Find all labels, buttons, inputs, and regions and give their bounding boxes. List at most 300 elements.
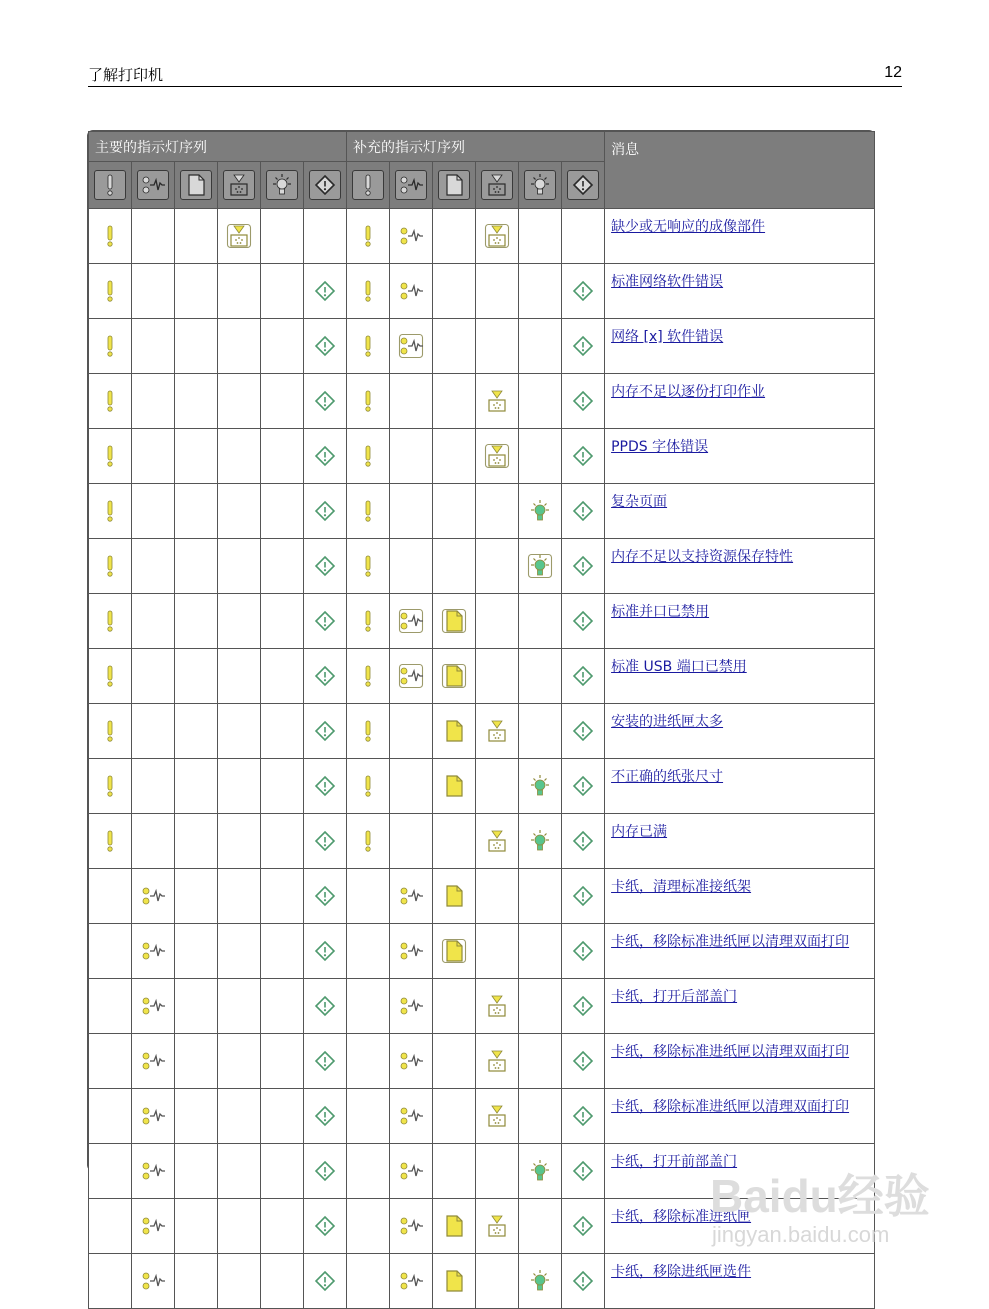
load-paper-light-icon <box>440 1267 468 1295</box>
indicator-cell <box>476 1034 519 1089</box>
message-link[interactable]: 卡纸，移除标准进纸匣以清理双面打印 <box>611 934 850 950</box>
indicator-cell <box>175 869 218 924</box>
paper-jam-light-icon <box>397 992 425 1020</box>
message-link[interactable]: PPDS 字体错误 <box>611 439 709 455</box>
indicator-cell <box>89 484 132 539</box>
error-light-icon <box>354 222 382 250</box>
indicator-cell <box>390 1144 433 1199</box>
indicator-cell <box>347 759 390 814</box>
message-link[interactable]: 复杂页面 <box>611 494 668 510</box>
indicator-cell <box>132 1254 175 1309</box>
indicator-cell <box>433 374 476 429</box>
toner-light-icon <box>483 387 511 415</box>
indicator-cell <box>304 264 347 319</box>
indicator-cell <box>347 869 390 924</box>
indicator-cell <box>476 924 519 979</box>
continue-light-icon <box>569 937 597 965</box>
indicator-cell <box>433 264 476 319</box>
indicator-cell <box>562 429 605 484</box>
indicator-cell <box>476 484 519 539</box>
header-icon-cell <box>304 162 347 209</box>
indicator-cell <box>476 649 519 704</box>
page-number: 12 <box>884 64 902 81</box>
header-icon-cell <box>89 162 132 209</box>
continue-light-icon <box>311 497 339 525</box>
indicator-cell <box>347 594 390 649</box>
indicator-cell <box>175 1089 218 1144</box>
message-link[interactable]: 标准 USB 端口已禁用 <box>611 659 747 675</box>
indicator-cell <box>390 649 433 704</box>
indicator-cell <box>433 759 476 814</box>
message-link[interactable]: 标准网络软件错误 <box>611 274 724 290</box>
indicator-cell <box>476 979 519 1034</box>
indicator-cell <box>175 209 218 264</box>
table-row <box>89 319 875 374</box>
error-light-icon <box>354 387 382 415</box>
header-icon-cell <box>347 162 390 209</box>
indicator-cell <box>132 869 175 924</box>
indicator-cell <box>304 209 347 264</box>
indicator-cell <box>433 1254 476 1309</box>
indicator-cell <box>390 319 433 374</box>
indicator-cell <box>476 1199 519 1254</box>
indicator-cell <box>261 759 304 814</box>
indicator-cell <box>390 1254 433 1309</box>
indicator-cell <box>218 924 261 979</box>
indicator-cell <box>562 1254 605 1309</box>
paper-jam-icon <box>137 170 169 200</box>
continue-light-icon <box>311 387 339 415</box>
continue-light-icon <box>311 1157 339 1185</box>
indicator-cell <box>175 1254 218 1309</box>
message-cell <box>605 869 875 924</box>
header-icon-cell <box>132 162 175 209</box>
indicator-cell <box>175 484 218 539</box>
continue-light-icon <box>569 882 597 910</box>
table-row <box>89 1144 875 1199</box>
continue-light-icon <box>311 717 339 745</box>
continue-light-icon <box>311 332 339 360</box>
indicator-cell <box>261 1199 304 1254</box>
indicator-cell <box>304 814 347 869</box>
indicator-cell <box>89 759 132 814</box>
indicator-cell <box>476 374 519 429</box>
ready-light-icon <box>526 1267 554 1295</box>
indicator-cell <box>562 484 605 539</box>
indicator-cell <box>89 374 132 429</box>
indicator-cell <box>519 979 562 1034</box>
indicator-cell <box>132 649 175 704</box>
indicator-cell <box>347 484 390 539</box>
table-row <box>89 759 875 814</box>
error-light-icon <box>96 662 124 690</box>
message-cell <box>605 1199 875 1254</box>
message-link[interactable]: 卡纸，打开前部盖门 <box>611 1154 738 1170</box>
indicator-cell <box>562 539 605 594</box>
message-header: 消息 <box>605 132 875 209</box>
indicator-cell <box>390 1034 433 1089</box>
indicator-cell <box>304 319 347 374</box>
indicator-cell <box>433 429 476 484</box>
header-icon-cell <box>476 162 519 209</box>
blinking-load-paper-light-icon <box>440 937 468 965</box>
indicator-cell <box>89 539 132 594</box>
indicator-cell <box>218 649 261 704</box>
baidu-logo: Baidu经验 <box>710 1170 930 1222</box>
indicator-cell <box>347 1034 390 1089</box>
indicator-cell <box>218 1144 261 1199</box>
indicator-cell <box>304 869 347 924</box>
indicator-cell <box>562 1199 605 1254</box>
table-row <box>89 649 875 704</box>
indicator-cell <box>261 539 304 594</box>
error-light-icon <box>354 772 382 800</box>
toner-icon <box>223 170 255 200</box>
paper-jam-light-icon <box>397 1212 425 1240</box>
indicator-cell <box>175 924 218 979</box>
indicator-cell <box>218 1034 261 1089</box>
indicator-cell <box>347 209 390 264</box>
indicator-cell <box>347 429 390 484</box>
indicator-cell <box>519 539 562 594</box>
paper-jam-light-icon <box>139 882 167 910</box>
indicator-cell <box>218 264 261 319</box>
paper-jam-light-icon <box>139 1212 167 1240</box>
indicator-cell <box>304 704 347 759</box>
indicator-cell <box>175 1034 218 1089</box>
indicator-cell <box>476 319 519 374</box>
indicator-cell <box>175 814 218 869</box>
error-light-icon <box>96 772 124 800</box>
continue-light-icon <box>569 332 597 360</box>
continue-light-icon <box>311 992 339 1020</box>
table-row <box>89 484 875 539</box>
paper-jam-light-icon <box>397 222 425 250</box>
indicator-cell <box>261 319 304 374</box>
indicator-cell <box>175 319 218 374</box>
indicator-cell <box>562 594 605 649</box>
indicator-cell <box>132 594 175 649</box>
indicator-cell <box>390 539 433 594</box>
indicator-cell <box>304 924 347 979</box>
message-link[interactable]: 缺少或无响应的成像部件 <box>611 219 766 235</box>
error-light-icon <box>354 662 382 690</box>
blinking-toner-light-icon <box>483 222 511 250</box>
indicator-cell <box>175 704 218 759</box>
error-light-icon <box>354 442 382 470</box>
table-row <box>89 869 875 924</box>
blinking-toner-light-icon <box>225 222 253 250</box>
indicator-cell <box>519 1254 562 1309</box>
indicator-cell <box>175 264 218 319</box>
indicator-cell <box>433 814 476 869</box>
indicator-cell <box>519 924 562 979</box>
continue-light-icon <box>569 827 597 855</box>
indicator-cell <box>433 924 476 979</box>
indicator-cell <box>519 594 562 649</box>
indicator-cell <box>390 814 433 869</box>
indicator-cell <box>390 924 433 979</box>
indicator-cell <box>261 264 304 319</box>
indicator-cell <box>132 924 175 979</box>
indicator-cell <box>218 209 261 264</box>
header-icon-cell <box>218 162 261 209</box>
indicator-cell <box>433 319 476 374</box>
indicator-cell <box>261 704 304 759</box>
indicator-cell <box>218 429 261 484</box>
ready-light-icon <box>526 1157 554 1185</box>
indicator-cell <box>390 1089 433 1144</box>
indicator-cell <box>304 1034 347 1089</box>
continue-light-icon <box>569 1157 597 1185</box>
indicator-cell <box>347 649 390 704</box>
message-link[interactable]: 卡纸，移除标准进纸匣 <box>611 1209 752 1225</box>
indicator-cell <box>390 759 433 814</box>
continue-icon <box>309 170 341 200</box>
message-cell <box>605 1089 875 1144</box>
indicator-cell <box>476 429 519 484</box>
indicator-cell <box>261 374 304 429</box>
continue-light-icon <box>569 662 597 690</box>
indicator-cell <box>261 484 304 539</box>
error-light-icon <box>354 552 382 580</box>
error-light-icon <box>354 827 382 855</box>
error-icon <box>94 170 126 200</box>
page-header <box>88 62 902 87</box>
indicator-cell <box>347 924 390 979</box>
indicator-cell <box>175 649 218 704</box>
table-row <box>89 1199 875 1254</box>
indicator-cell <box>218 484 261 539</box>
message-link[interactable]: 卡纸，打开后部盖门 <box>611 989 738 1005</box>
secondary-sequence-header: 补充的指示灯序列 <box>347 132 605 162</box>
error-light-icon <box>96 552 124 580</box>
message-cell <box>605 209 875 264</box>
message-link[interactable]: 卡纸，移除标准进纸匣以清理双面打印 <box>611 1099 850 1115</box>
blinking-toner-light-icon <box>483 442 511 470</box>
indicator-cell <box>347 319 390 374</box>
indicator-cell <box>175 1144 218 1199</box>
indicator-cell <box>562 209 605 264</box>
message-cell <box>605 319 875 374</box>
continue-icon <box>567 170 599 200</box>
error-light-icon <box>96 387 124 415</box>
indicator-cell <box>175 1199 218 1254</box>
indicator-cell <box>476 1144 519 1199</box>
indicator-cell <box>519 319 562 374</box>
paper-jam-light-icon <box>139 1047 167 1075</box>
continue-light-icon <box>311 772 339 800</box>
continue-light-icon <box>569 1212 597 1240</box>
indicator-cell <box>519 374 562 429</box>
indicator-cell <box>433 979 476 1034</box>
blinking-load-paper-light-icon <box>440 607 468 635</box>
table-row <box>89 1034 875 1089</box>
continue-light-icon <box>311 442 339 470</box>
indicator-cell <box>132 1034 175 1089</box>
paper-jam-light-icon <box>397 277 425 305</box>
indicator-cell <box>390 704 433 759</box>
indicator-cell <box>562 704 605 759</box>
paper-jam-light-icon <box>397 1102 425 1130</box>
indicator-cell <box>562 979 605 1034</box>
message-link[interactable]: 安装的进纸匣太多 <box>611 714 724 730</box>
indicator-cell <box>218 759 261 814</box>
message-link[interactable]: 网络 [x] 软件错误 <box>611 329 724 345</box>
indicator-cell <box>89 319 132 374</box>
table-row <box>89 429 875 484</box>
error-light-icon <box>96 497 124 525</box>
indicator-cell <box>476 704 519 759</box>
indicator-cell <box>89 209 132 264</box>
continue-light-icon <box>311 1047 339 1075</box>
indicator-cell <box>476 1089 519 1144</box>
indicator-cell <box>89 704 132 759</box>
indicator-cell <box>433 594 476 649</box>
continue-light-icon <box>569 442 597 470</box>
indicator-cell <box>562 1144 605 1199</box>
indicator-cell <box>89 924 132 979</box>
message-cell <box>605 1254 875 1309</box>
indicator-cell <box>562 814 605 869</box>
indicator-cell <box>347 704 390 759</box>
message-cell <box>605 759 875 814</box>
indicator-cell <box>347 1199 390 1254</box>
message-link[interactable]: 不正确的纸张尺寸 <box>611 769 724 785</box>
indicator-cell <box>390 1199 433 1254</box>
indicator-cell <box>347 1144 390 1199</box>
continue-light-icon <box>569 497 597 525</box>
paper-jam-light-icon <box>139 992 167 1020</box>
indicator-cell <box>132 1089 175 1144</box>
indicator-cell <box>89 649 132 704</box>
indicator-cell <box>175 594 218 649</box>
indicator-cell <box>175 374 218 429</box>
indicator-cell <box>562 649 605 704</box>
indicator-cell <box>476 539 519 594</box>
blinking-load-paper-light-icon <box>440 662 468 690</box>
indicator-cell <box>390 429 433 484</box>
error-light-icon <box>96 332 124 360</box>
indicator-cell <box>218 374 261 429</box>
indicator-cell <box>304 484 347 539</box>
continue-light-icon <box>569 387 597 415</box>
paper-jam-light-icon <box>397 1047 425 1075</box>
indicator-cell <box>132 1144 175 1199</box>
load-paper-icon <box>180 170 212 200</box>
indicator-cell <box>261 814 304 869</box>
paper-jam-light-icon <box>397 937 425 965</box>
message-link[interactable]: 内存已满 <box>611 824 668 840</box>
continue-light-icon <box>311 662 339 690</box>
indicator-cell <box>519 429 562 484</box>
indicator-cell <box>89 1254 132 1309</box>
continue-light-icon <box>311 1102 339 1130</box>
indicator-cell <box>433 1199 476 1254</box>
load-paper-light-icon <box>440 717 468 745</box>
indicator-cell <box>261 594 304 649</box>
continue-light-icon <box>311 882 339 910</box>
header-icon-cell <box>562 162 605 209</box>
error-light-icon <box>354 717 382 745</box>
indicator-cell <box>519 704 562 759</box>
message-link[interactable]: 卡纸，移除标准进纸匣以清理双面打印 <box>611 1044 850 1060</box>
page-title: 了解打印机 <box>88 66 164 84</box>
error-light-icon <box>354 277 382 305</box>
toner-light-icon <box>483 1102 511 1130</box>
indicator-cell <box>519 264 562 319</box>
header-icon-cell <box>433 162 476 209</box>
indicator-cell <box>519 1034 562 1089</box>
indicator-cell <box>175 429 218 484</box>
ready-icon <box>266 170 298 200</box>
message-link[interactable]: 标准并口已禁用 <box>611 604 710 620</box>
indicator-cell <box>218 1089 261 1144</box>
indicator-cell <box>304 1254 347 1309</box>
paper-jam-light-icon <box>139 1267 167 1295</box>
message-link[interactable]: 内存不足以支持资源保存特性 <box>611 549 794 565</box>
indicator-cell <box>519 649 562 704</box>
indicator-cell <box>261 1034 304 1089</box>
load-paper-icon <box>438 170 470 200</box>
load-paper-light-icon <box>440 882 468 910</box>
load-paper-light-icon <box>440 772 468 800</box>
table-row <box>89 814 875 869</box>
message-cell <box>605 1144 875 1199</box>
error-light-icon <box>96 717 124 745</box>
message-cell <box>605 539 875 594</box>
indicator-cell <box>347 1089 390 1144</box>
error-light-icon <box>96 607 124 635</box>
table-row <box>89 539 875 594</box>
continue-light-icon <box>569 717 597 745</box>
message-link[interactable]: 内存不足以逐份打印作业 <box>611 384 766 400</box>
indicator-cell <box>347 979 390 1034</box>
indicator-cell <box>175 759 218 814</box>
table-row <box>89 1089 875 1144</box>
toner-light-icon <box>483 1047 511 1075</box>
ready-light-icon <box>526 772 554 800</box>
indicator-cell <box>132 1199 175 1254</box>
indicator-cell <box>218 539 261 594</box>
indicator-cell <box>89 1144 132 1199</box>
indicator-cell <box>218 1199 261 1254</box>
ready-light-icon <box>526 497 554 525</box>
table-row <box>89 979 875 1034</box>
indicator-cell <box>562 374 605 429</box>
message-link[interactable]: 卡纸，清理标准接纸架 <box>611 879 752 895</box>
indicator-cell <box>347 374 390 429</box>
error-light-icon <box>96 827 124 855</box>
indicator-cell <box>89 1089 132 1144</box>
message-link[interactable]: 卡纸，移除进纸匣选件 <box>611 1264 752 1280</box>
indicator-cell <box>304 539 347 594</box>
indicator-cell <box>218 1254 261 1309</box>
continue-light-icon <box>569 552 597 580</box>
indicator-cell <box>261 869 304 924</box>
indicator-cell <box>218 704 261 759</box>
indicator-cell <box>476 814 519 869</box>
table-row <box>89 374 875 429</box>
table-row <box>89 924 875 979</box>
indicator-cell <box>261 924 304 979</box>
indicator-cell <box>347 814 390 869</box>
indicator-cell <box>519 814 562 869</box>
indicator-cell <box>89 594 132 649</box>
ready-light-icon <box>526 827 554 855</box>
indicator-cell <box>89 264 132 319</box>
message-cell <box>605 264 875 319</box>
